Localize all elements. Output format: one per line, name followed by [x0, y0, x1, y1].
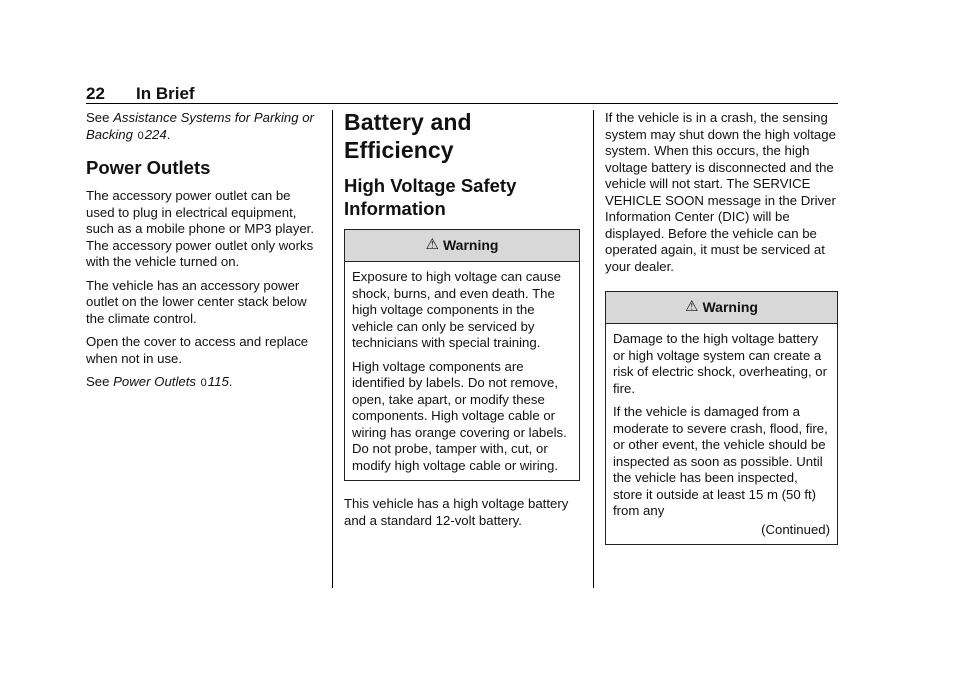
xref-page-parking[interactable]: 224	[144, 126, 167, 142]
power-outlets-para-3: Open the cover to access and replace when not in use.	[86, 334, 309, 366]
cross-reference-power-outlets: See Power Outlets 0115.	[86, 374, 233, 389]
battery-para: This vehicle has a high voltage battery and a standard 12-volt battery.	[344, 496, 569, 528]
header-rule	[86, 103, 838, 104]
column-1	[86, 110, 322, 399]
crash-para: If the vehicle is in a crash, the sensing system may shut down the high voltage system. When this occurs, the high voltage battery is disconnected and the vehicle will not start. The SERVICE VEHICLE SOON message in the Driver Information Center (DIC) will be displayed. Before the vehicle can be operated again, it must be serviced at your dealer.	[605, 110, 836, 274]
warning-header	[606, 292, 837, 324]
hv-safety-heading: High Voltage Safety Information	[344, 175, 517, 219]
cross-reference-parking: See Assistance Systems for Parking or Backing 0224.	[86, 110, 314, 142]
page-number: 22	[86, 84, 105, 103]
warning-icon: ⚠	[685, 298, 699, 316]
xref-link-power-outlets[interactable]: Power Outlets	[113, 374, 196, 389]
page-ref-icon: 0	[137, 129, 144, 142]
power-outlets-heading: Power Outlets	[86, 157, 211, 178]
warning-title: Warning	[702, 299, 758, 316]
warning-box-2	[605, 291, 838, 545]
warning-para-2: If the vehicle is damaged from a moderate to severe crash, flood, fire, or other event, the vehicle should be inspected as soon as possible. Until the vehicle has been inspected, store it outside at least 15 m (50 ft) from any	[613, 404, 828, 518]
page-header	[86, 84, 838, 104]
xref-page-power-outlets[interactable]: 115	[207, 374, 229, 389]
section-title: In Brief	[136, 84, 195, 103]
xref-link-parking[interactable]: Assistance Systems for Parking or Backing	[86, 110, 314, 142]
warning-para-1: Exposure to high voltage can cause shock, burns, and even death. The high voltage components in the vehicle can only be serviced by technicians with special training.	[352, 269, 561, 350]
warning-box-1	[344, 229, 580, 481]
power-outlets-para-1: The accessory power outlet can be used to plug in electrical equipment, such as a mobile phone or MP3 player. The accessory power outlet only works with the vehicle turned on.	[86, 188, 314, 269]
warning-title: Warning	[442, 237, 499, 254]
continued-label: (Continued)	[761, 521, 830, 537]
power-outlets-para-2: The vehicle has an accessory power outlet on the lower center stack below the climate control.	[86, 277, 307, 326]
warning-body	[345, 262, 579, 480]
warning-para-2: High voltage components are identified by labels. Do not remove, open, take apart, or modify these components. High voltage cable or wiring has orange covering or labels. Do not probe, tamper with, cut, or modify high voltage cable or wiring.	[352, 358, 567, 473]
warning-para-1: Damage to the high voltage battery or high voltage system can create a risk of electric shock, overheating, or fire.	[613, 331, 828, 396]
battery-efficiency-heading: Battery and Efficiency	[344, 109, 472, 163]
warning-header	[345, 230, 579, 262]
column-2	[344, 110, 580, 536]
column-divider-1	[332, 110, 333, 588]
warning-icon: ⚠	[425, 236, 439, 254]
warning-body	[606, 324, 837, 544]
page-ref-icon: 0	[200, 377, 207, 389]
column-3	[605, 110, 838, 545]
column-divider-2	[593, 110, 594, 588]
